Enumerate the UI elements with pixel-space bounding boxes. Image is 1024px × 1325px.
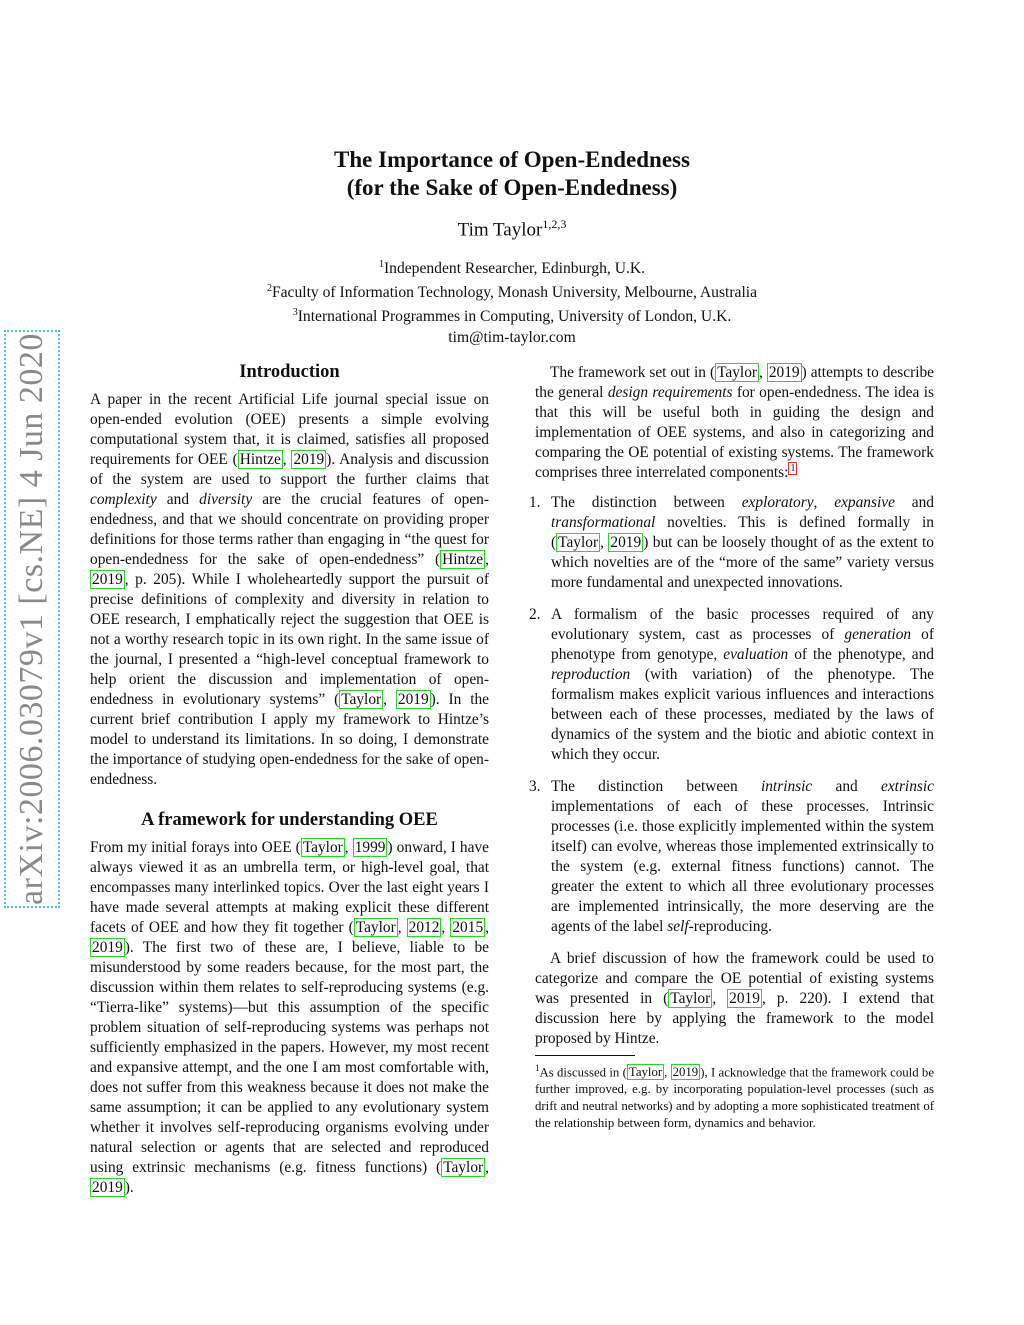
- citation-link[interactable]: 2019: [729, 990, 760, 1007]
- title-line-1: The Importance of Open-Endedness: [334, 147, 690, 172]
- citation-link[interactable]: 2019: [768, 364, 800, 381]
- citation-link[interactable]: Taylor: [355, 919, 396, 936]
- list-item: 3. The distinction between intrinsic and extrinsic implementations of each of these processes. Intrinsic processes (i.e. those explicitly implemented within the system itself) can evolve, whereas those implemented extrinsically to the system (e.g. external fitness functions) cannot. The greater the extent to which all three evolutionary processes are implemented intrinsically, the more deserving are the agents of the label self-reproducing.: [529, 778, 934, 935]
- citation-link[interactable]: 2019: [672, 1065, 699, 1080]
- introduction-heading: Introduction: [239, 362, 340, 382]
- introduction-paragraph: A paper in the recent Artificial Life journal special issue on open-ended evolution (OEE) presents a simple evolving computational system that, it is claimed, satisfies all proposed requirements for OEE ( Hintze , 2019 ). Analysis and discussion of the system are used to support the further claims that complexity and diversity are the crucial features of open-endedness, and that we should concentrate on providing proper definitions for those terms rather than engaging in “the quest for open-endedness for the sake of open-endedness” ( Hintze , 2019 , p. 205). While I wholeheartedly support the pursuit of precise definitions of complexity and diversity in relation to OEE research, I emphatically reject the suggestion that OEE is not a worthy research topic in its own right. In the same issue of the journal, I presented a “high-level conceptual framework to help orient the discussion and implementation of open-endedness in evolutionary systems” ( Taylor , 2019 ). In the current brief contribution I apply my framework to Hintze’s model to understand its limitations. In so doing, I demonstrate the importance of studying open-endedness for the sake of open-endedness.: [90, 391, 490, 788]
- citation-link[interactable]: Taylor: [670, 990, 711, 1007]
- framework-paragraph-1: From my initial forays into OEE ( Taylor , 1999 ) onward, I have always viewed it as an umbrella term, or high-level goal, that encompasses many interlinked topics. Over the last eight years I have made several attempts at making explicit these different facets of OEE and how they fit together ( Taylor , 2012 , 2015 , 2019 ). The first two of these are, I believe, liable to be misunderstood by some readers because, for the most part, the discussion within them relates to self-reproducing systems (e.g. “Tierra-like” systems)—but this assumption of the specific problem situation of self-reproducing systems was perhaps not sufficiently emphasized in the papers. However, my most recent and expansive attempt, and the one I am most comfortable with, does not suffer from this weakness because it does not make the same assumption; it can be applied to any evolutionary system whether it involves self-reproducing organisms evolving under natural selection or agents that are selected and reproduced using extrinsic mechanisms (e.g. fitness functions) ( Taylor , 2019 ).: [90, 839, 489, 1196]
- citation-link[interactable]: Taylor: [558, 534, 599, 551]
- title-line-2: (for the Sake of Open-Endedness): [346, 175, 678, 200]
- citation-link[interactable]: 2019: [92, 571, 123, 588]
- affiliation-1: $^1$Independent Researcher, Edinburgh, U.K.: [378, 259, 646, 278]
- citation-link[interactable]: 2012: [408, 919, 440, 936]
- citation-link[interactable]: Hintze: [442, 551, 484, 568]
- framework-paragraph-3: A brief discussion of how the framework could be used to categorize and compare the OE potential of existing systems was presented in ( Taylor , 2019 , p. 220). I extend that discussion here by applying the framework to the model proposed by Hintze.: [535, 950, 935, 1047]
- citation-link[interactable]: 2019: [92, 1179, 123, 1196]
- citation-link[interactable]: 2019: [610, 534, 642, 551]
- citation-link[interactable]: Taylor: [717, 364, 758, 381]
- author-affil-marks: 1,2,3: [542, 217, 567, 231]
- citation-link[interactable]: Taylor: [341, 691, 382, 708]
- footnote: $^1$As discussed in ( Taylor , 2019 ), I acknowledge that the framework could be further improved, e.g. by incorporating population-level processes (such as drift and neutral networks) and by adopting a more sophisticated treatment of the relationship between form, dynamics and behavior.: [535, 1063, 934, 1131]
- citation-link[interactable]: 2019: [92, 939, 123, 956]
- left-column: [90, 360, 489, 1198]
- affiliations: [0, 255, 1024, 348]
- paper-title: [0, 146, 1024, 202]
- footnote-rule: [535, 1055, 635, 1056]
- citation-link[interactable]: 2019: [293, 451, 325, 468]
- right-column: [529, 363, 935, 1132]
- citation-link[interactable]: Taylor: [302, 839, 343, 856]
- framework-paragraph-2: The framework set out in ( Taylor , 2019 ) attempts to describe the general design requirements for open-endedness. The idea is that this will be useful both in guiding the design and implementation of OEE systems, and also in categorizing and comparing the OE potential of existing systems. The framework comprises three interrelated components: $^1$: [535, 364, 935, 481]
- citation-link[interactable]: 2015: [452, 919, 484, 936]
- citation-link[interactable]: 1999: [354, 839, 386, 856]
- affiliation-2: $^2$Faculty of Information Technology, Monash University, Melbourne, Australia: [266, 283, 758, 302]
- components-list: [529, 493, 934, 937]
- arxiv-id-text: arXiv:2006.03079v1 [cs.NE] 4 Jun 2020: [13, 333, 50, 905]
- citation-link[interactable]: Hintze: [239, 451, 281, 468]
- author-email: tim@tim-taylor.com: [448, 328, 576, 346]
- citation-link[interactable]: 2019: [397, 691, 429, 708]
- citation-link[interactable]: Taylor: [628, 1065, 663, 1080]
- list-item: 2. A formalism of the basic processes required of any evolutionary system, cast as processes of generation of phenotype from genotype, evaluation of the phenotype, and reproduction (with variation) of the phenotype. The formalism makes explicit various influences and interactions between each of these processes, mediated by the laws of dynamics of the system and the biotic and abiotic context in which they occur.: [529, 606, 934, 763]
- author-line: [0, 211, 1024, 243]
- citation-link[interactable]: Taylor: [443, 1159, 484, 1176]
- framework-heading: A framework for understanding OEE: [141, 810, 438, 830]
- affiliation-3: $^3$International Programmes in Computing, University of London, U.K.: [292, 307, 732, 326]
- author-name: Tim Taylor: [457, 219, 543, 241]
- arxiv-side-stamp: [4, 330, 60, 908]
- list-item: 1. The distinction between exploratory, expansive and transformational novelties. This is defined formally in ( Taylor , 2019 ) but can be loosely thought of as the extent to which novelties are of the “more of the same” variety versus more fundamental and unexpected innovations.: [529, 494, 934, 591]
- footnote-marker-link[interactable]: 1: [790, 462, 796, 474]
